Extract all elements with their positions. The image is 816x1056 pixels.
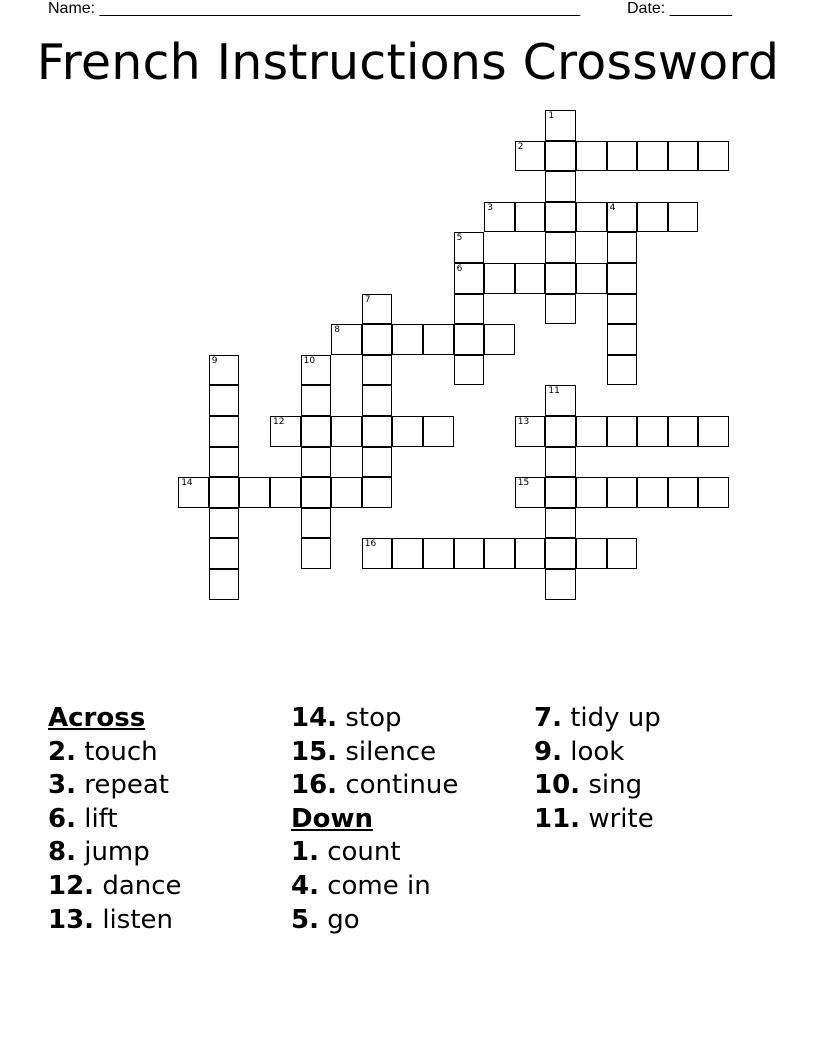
date-blank[interactable]: _______ bbox=[669, 0, 732, 17]
clue-number: 16. bbox=[291, 770, 338, 801]
grid-cell[interactable] bbox=[668, 141, 699, 172]
grid-cell[interactable] bbox=[607, 416, 638, 447]
grid-cell[interactable] bbox=[576, 263, 607, 294]
clue-number-label: 16 bbox=[364, 539, 377, 550]
date-label: Date: bbox=[627, 0, 666, 17]
clue-text: look bbox=[570, 736, 625, 767]
clue-text: go bbox=[327, 904, 360, 935]
down-heading: Down bbox=[291, 803, 373, 834]
grid-cell[interactable] bbox=[454, 294, 485, 325]
grid-cell[interactable] bbox=[637, 202, 668, 233]
clue-text: lift bbox=[84, 803, 118, 834]
clue-across-14 bbox=[291, 702, 458, 736]
clue-number: 15. bbox=[291, 736, 338, 767]
grid-cell[interactable] bbox=[698, 477, 729, 508]
clue-number: 9. bbox=[534, 736, 562, 767]
clue-across-3 bbox=[48, 769, 182, 803]
grid-cell[interactable] bbox=[301, 477, 332, 508]
name-blank[interactable]: ______________________________________________________ bbox=[99, 0, 581, 17]
grid-cell[interactable] bbox=[576, 202, 607, 233]
clue-number-label: 9 bbox=[211, 355, 218, 366]
clue-number: 8. bbox=[48, 837, 76, 868]
clue-text: silence bbox=[345, 736, 437, 767]
grid-cell[interactable] bbox=[607, 477, 638, 508]
clue-number: 7. bbox=[534, 703, 562, 733]
grid-cell[interactable] bbox=[637, 141, 668, 172]
clue-number: 2. bbox=[48, 736, 76, 767]
grid-cell[interactable] bbox=[545, 447, 576, 478]
clue-number: 4. bbox=[291, 870, 319, 901]
clue-across-2 bbox=[48, 736, 182, 770]
clue-down-11 bbox=[534, 803, 661, 837]
clue-number: 5. bbox=[291, 904, 319, 935]
clue-across-15 bbox=[291, 736, 458, 770]
clue-number-label: 10 bbox=[303, 355, 316, 366]
clue-number-label: 2 bbox=[517, 141, 524, 152]
grid-cell[interactable] bbox=[515, 202, 546, 233]
clue-text: listen bbox=[102, 904, 173, 935]
grid-cell[interactable] bbox=[515, 538, 546, 569]
grid-cell[interactable] bbox=[576, 141, 607, 172]
clue-number: 3. bbox=[48, 770, 76, 801]
grid-cell[interactable] bbox=[576, 538, 607, 569]
clue-text: stop bbox=[345, 703, 402, 733]
grid-cell[interactable] bbox=[362, 477, 393, 508]
grid-cell[interactable] bbox=[545, 263, 576, 294]
clue-number-label: 4 bbox=[609, 202, 616, 213]
grid-cell[interactable] bbox=[392, 538, 423, 569]
grid-cell[interactable] bbox=[607, 202, 638, 233]
clue-number-label: 8 bbox=[334, 325, 340, 336]
clue-number: 6. bbox=[48, 803, 76, 834]
grid-cell[interactable] bbox=[545, 385, 576, 416]
clue-number: 12. bbox=[48, 870, 95, 901]
clue-across-13 bbox=[48, 904, 182, 938]
clue-number-label: 3 bbox=[487, 202, 493, 213]
grid-cell[interactable] bbox=[362, 447, 393, 478]
grid-cell[interactable] bbox=[301, 385, 332, 416]
grid-cell[interactable] bbox=[607, 294, 638, 325]
grid-cell[interactable] bbox=[484, 538, 515, 569]
grid-cell[interactable] bbox=[607, 324, 638, 355]
grid-cell[interactable] bbox=[484, 324, 515, 355]
grid-cell[interactable] bbox=[607, 355, 638, 386]
clue-down-7 bbox=[534, 702, 661, 736]
clue-text: continue bbox=[345, 770, 459, 801]
grid-cell[interactable] bbox=[545, 569, 576, 600]
clue-down-1 bbox=[291, 836, 458, 870]
grid-cell[interactable] bbox=[668, 202, 699, 233]
clue-text: jump bbox=[84, 837, 150, 868]
grid-cell[interactable] bbox=[545, 202, 576, 233]
grid-cell[interactable] bbox=[607, 232, 638, 263]
grid-cell[interactable] bbox=[698, 416, 729, 447]
grid-cell[interactable] bbox=[392, 416, 423, 447]
grid-cell[interactable] bbox=[178, 477, 209, 508]
clue-number-label: 15 bbox=[517, 478, 530, 489]
grid-cell[interactable] bbox=[545, 141, 576, 172]
clue-number: 11. bbox=[534, 803, 581, 834]
grid-cell[interactable] bbox=[454, 324, 485, 355]
grid-cell[interactable] bbox=[484, 202, 515, 233]
grid-cell[interactable] bbox=[301, 538, 332, 569]
grid-cell[interactable] bbox=[545, 508, 576, 539]
clue-down-10 bbox=[534, 769, 661, 803]
clue-number-label: 6 bbox=[456, 264, 463, 274]
clue-text: dance bbox=[102, 870, 182, 901]
grid-cell[interactable] bbox=[545, 110, 576, 141]
grid-cell[interactable] bbox=[209, 355, 240, 386]
grid-cell[interactable] bbox=[301, 508, 332, 539]
grid-cell[interactable] bbox=[362, 324, 393, 355]
grid-cell[interactable] bbox=[423, 416, 454, 447]
grid-cell[interactable] bbox=[637, 477, 668, 508]
grid-cell[interactable] bbox=[607, 141, 638, 172]
grid-cell[interactable] bbox=[301, 355, 332, 386]
grid-cell[interactable] bbox=[362, 294, 393, 325]
clue-number: 14. bbox=[291, 703, 338, 733]
grid-cell[interactable] bbox=[484, 263, 515, 294]
grid-cell[interactable] bbox=[209, 477, 240, 508]
grid-cell[interactable] bbox=[423, 324, 454, 355]
grid-cell[interactable] bbox=[331, 324, 362, 355]
grid-cell[interactable] bbox=[576, 416, 607, 447]
clue-column-1 bbox=[48, 702, 182, 937]
grid-cell[interactable] bbox=[331, 477, 362, 508]
clue-down-5 bbox=[291, 904, 458, 938]
grid-cell[interactable] bbox=[209, 569, 240, 600]
clue-number-label: 12 bbox=[273, 417, 285, 427]
grid-cell[interactable] bbox=[545, 232, 576, 263]
grid-cell[interactable] bbox=[545, 171, 576, 202]
clue-number: 13. bbox=[48, 904, 95, 935]
clue-column-2 bbox=[291, 702, 458, 937]
grid-cell[interactable] bbox=[515, 141, 546, 172]
grid-cell[interactable] bbox=[637, 416, 668, 447]
clue-across-12 bbox=[48, 870, 182, 904]
grid-cell[interactable] bbox=[209, 508, 240, 539]
clue-number-label: 13 bbox=[517, 417, 530, 427]
clue-number-label: 11 bbox=[548, 386, 560, 397]
grid-cell[interactable] bbox=[331, 416, 362, 447]
grid-cell[interactable] bbox=[362, 538, 393, 569]
clue-text: repeat bbox=[84, 770, 169, 801]
clue-text: sing bbox=[588, 770, 643, 801]
clue-number-label: 5 bbox=[456, 233, 463, 244]
grid-cell[interactable] bbox=[301, 416, 332, 447]
grid-cell[interactable] bbox=[270, 416, 301, 447]
clue-number-label: 14 bbox=[181, 478, 193, 489]
grid-cell[interactable] bbox=[545, 538, 576, 569]
grid-cell[interactable] bbox=[607, 263, 638, 294]
grid-cell[interactable] bbox=[515, 263, 546, 294]
grid-cell[interactable] bbox=[668, 477, 699, 508]
clue-number: 10. bbox=[534, 770, 581, 801]
grid-cell[interactable] bbox=[545, 416, 576, 447]
name-label: Name: bbox=[48, 0, 96, 17]
grid-cell[interactable] bbox=[423, 538, 454, 569]
clue-across-6 bbox=[48, 803, 182, 837]
grid-cell[interactable] bbox=[515, 477, 546, 508]
clue-text: touch bbox=[84, 736, 158, 767]
grid-cell[interactable] bbox=[454, 232, 485, 263]
grid-cell[interactable] bbox=[362, 385, 393, 416]
grid-cell[interactable] bbox=[362, 416, 393, 447]
clue-number-label: 7 bbox=[364, 294, 371, 305]
across-heading: Across bbox=[48, 703, 146, 733]
grid-cell[interactable] bbox=[454, 538, 485, 569]
page-title: French Instructions Crossword bbox=[36, 34, 780, 91]
clue-number: 1. bbox=[291, 837, 319, 868]
clue-text: count bbox=[327, 837, 401, 868]
clue-text: write bbox=[588, 803, 654, 834]
grid-cell[interactable] bbox=[209, 447, 240, 478]
clue-down-9 bbox=[534, 736, 661, 770]
grid-cell[interactable] bbox=[362, 355, 393, 386]
grid-cell[interactable] bbox=[454, 263, 485, 294]
grid-cell[interactable] bbox=[698, 141, 729, 172]
grid-cell[interactable] bbox=[454, 355, 485, 386]
clue-across-16 bbox=[291, 769, 458, 803]
clue-text: tidy up bbox=[570, 703, 661, 733]
clue-number-label: 1 bbox=[548, 111, 555, 121]
grid-cell[interactable] bbox=[607, 538, 638, 569]
grid-cell[interactable] bbox=[209, 385, 240, 416]
grid-cell[interactable] bbox=[545, 294, 576, 325]
clue-across-8 bbox=[48, 836, 182, 870]
grid-cell[interactable] bbox=[545, 477, 576, 508]
grid-cell[interactable] bbox=[515, 416, 546, 447]
grid-cell[interactable] bbox=[301, 447, 332, 478]
grid-cell[interactable] bbox=[270, 477, 301, 508]
grid-cell[interactable] bbox=[209, 538, 240, 569]
grid-cell[interactable] bbox=[392, 324, 423, 355]
grid-cell[interactable] bbox=[576, 477, 607, 508]
grid-cell[interactable] bbox=[668, 416, 699, 447]
clue-down-4 bbox=[291, 870, 458, 904]
clue-text: come in bbox=[327, 870, 431, 901]
clue-column-3 bbox=[534, 702, 661, 836]
grid-cell[interactable] bbox=[239, 477, 270, 508]
grid-cell[interactable] bbox=[209, 416, 240, 447]
